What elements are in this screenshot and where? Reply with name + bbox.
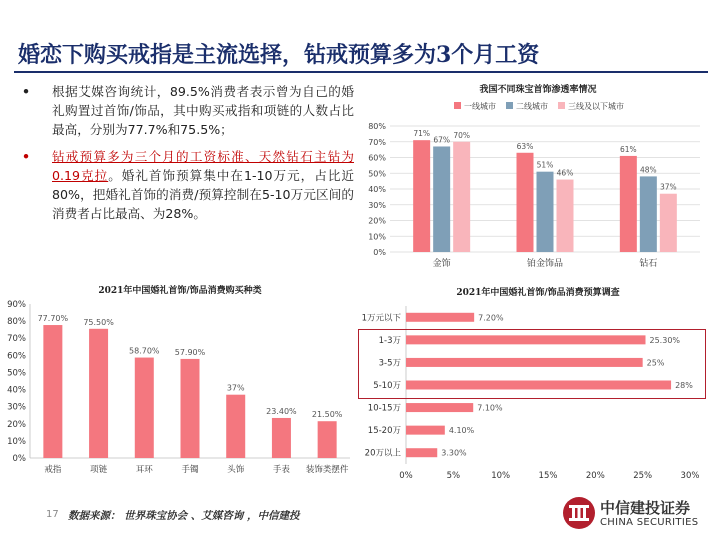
x-tick-label: 装饰类摆件 <box>305 465 349 475</box>
bullet-marker: • <box>22 84 31 99</box>
bar <box>406 313 474 322</box>
bullet-list <box>22 82 354 231</box>
bar <box>557 180 574 252</box>
data-label: 71% <box>413 129 431 139</box>
legend-label: 一线城市 <box>464 102 496 111</box>
data-label: 7.20% <box>478 313 504 323</box>
bar <box>433 146 450 252</box>
data-label: 21.50% <box>311 410 343 420</box>
data-label: 37% <box>226 383 245 393</box>
data-label: 57.90% <box>174 347 206 357</box>
data-label: 23.40% <box>266 406 297 416</box>
data-label: 7.10% <box>477 403 503 413</box>
x-tick-label: 手表 <box>272 465 290 475</box>
y-tick-label: 10% <box>368 232 386 242</box>
bar <box>406 448 437 457</box>
bar <box>453 142 470 252</box>
x-tick-label: 5% <box>446 471 461 481</box>
x-tick-label: 戒指 <box>44 465 62 475</box>
logo-text-en: CHINA SECURITIES <box>600 517 699 528</box>
bullet-highlight: 钻戒预算多为三个月的工资标准、天然钻石主钻为0.19克拉 <box>52 149 354 183</box>
y-tick-label: 70% <box>368 137 386 147</box>
y-tick-label: 80% <box>368 122 386 131</box>
data-label: 77.70% <box>37 314 69 324</box>
bullet-text: 。婚礼首饰预算集中在1-10万元，占比近80%，把婚礼首饰的消费/预算控制在5-10万元区间的消费者占比最高、为28%。 <box>52 168 354 221</box>
y-tick-label: 40% <box>7 385 26 396</box>
x-tick-label: 手镯 <box>181 465 199 475</box>
bullet-marker: • <box>22 149 31 164</box>
data-label: 58.70% <box>129 346 160 356</box>
y-tick-label: 15-20万 <box>367 426 401 437</box>
legend-label: 二线城市 <box>516 102 548 111</box>
chart1-title: 我国不同珠宝首饰渗透率情况 <box>479 85 597 95</box>
source-note: 数据来源： 世界珠宝协会 、艾媒咨询 ，中信建投 <box>68 510 300 522</box>
bar <box>660 194 677 252</box>
penetration-chart <box>354 96 714 276</box>
data-label: 4.10% <box>448 426 475 436</box>
bar <box>226 395 245 458</box>
legend-label: 三线及以下城市 <box>568 102 624 111</box>
y-tick-label: 0% <box>12 454 26 464</box>
y-tick-label: 0% <box>373 248 386 257</box>
y-tick-label: 80% <box>7 317 26 328</box>
bar <box>537 172 554 252</box>
data-label: 28% <box>675 381 693 390</box>
x-tick-label: 头饰 <box>227 465 245 475</box>
bar <box>318 421 337 458</box>
data-label: 25% <box>646 358 665 368</box>
bar <box>135 358 154 458</box>
company-logo <box>560 493 710 533</box>
china-securities-logo-icon <box>562 496 596 530</box>
bar <box>272 418 291 458</box>
y-tick-label: 1-3万 <box>378 335 401 346</box>
logo-text-cn: 中信建投证券 <box>600 499 691 517</box>
page-title: 婚恋下购买戒指是主流选择，钻戒预算多为3个月工资 <box>18 42 540 68</box>
x-tick-label: 钻石 <box>639 259 658 269</box>
y-tick-label: 10-15万 <box>367 403 401 414</box>
x-tick-label: 20% <box>585 471 605 481</box>
data-label: 25.30% <box>649 335 681 345</box>
bullet-item-1 <box>22 82 354 139</box>
y-tick-label: 50% <box>7 368 26 379</box>
bar <box>406 403 473 412</box>
bar <box>89 329 108 458</box>
x-tick-label: 耳环 <box>135 465 153 475</box>
data-label: 61% <box>619 144 637 154</box>
y-tick-label: 90% <box>7 300 26 310</box>
y-tick-label: 60% <box>368 153 386 163</box>
data-label: 46% <box>556 168 574 178</box>
y-tick-label: 1万元以下 <box>361 313 401 324</box>
y-tick-label: 30% <box>7 402 26 413</box>
data-label: 67% <box>433 135 451 145</box>
data-label: 70% <box>453 130 471 140</box>
title-divider <box>14 71 708 73</box>
y-tick-label: 30% <box>368 200 386 210</box>
bar <box>640 176 657 252</box>
bullet-item-2 <box>22 147 354 223</box>
data-label: 75.50% <box>83 317 114 327</box>
chart3-title: 2021年中国婚礼首饰/饰品消费预算调查 <box>456 288 620 298</box>
data-label: 51% <box>536 160 554 170</box>
bar <box>43 325 62 458</box>
x-tick-label: 30% <box>680 471 700 481</box>
y-tick-label: 5-10万 <box>373 381 401 391</box>
y-tick-label: 50% <box>368 169 386 179</box>
chart2-title: 2021年中国婚礼首饰/饰品消费购买种类 <box>98 286 262 296</box>
legend-swatch <box>558 102 565 109</box>
legend-swatch <box>506 102 513 109</box>
y-tick-label: 20万以上 <box>364 448 401 459</box>
highlight-box <box>358 329 706 399</box>
x-tick-label: 10% <box>491 471 511 481</box>
bar <box>620 156 637 252</box>
purchase-type-chart <box>0 296 360 496</box>
data-label: 48% <box>639 165 657 175</box>
x-tick-label: 15% <box>538 471 558 481</box>
y-tick-label: 70% <box>7 334 26 345</box>
y-tick-label: 60% <box>7 351 26 362</box>
y-tick-label: 20% <box>368 216 386 226</box>
x-tick-label: 25% <box>633 471 653 481</box>
bar <box>517 153 534 252</box>
x-tick-label: 0% <box>399 471 413 481</box>
y-tick-label: 3-5万 <box>378 358 401 369</box>
y-tick-label: 20% <box>7 419 26 430</box>
bullet-text: 根据艾媒咨询统计，89.5%消费者表示曾为自己的婚礼购置过首饰/饰品，其中购买戒指和项链的人数占比最高，分别为77.7%和75.5%； <box>52 84 354 137</box>
x-tick-label: 项链 <box>90 465 108 475</box>
bar <box>406 426 445 435</box>
data-label: 63% <box>516 141 534 151</box>
x-tick-label: 金饰 <box>432 259 451 269</box>
data-label: 37% <box>659 182 677 192</box>
y-tick-label: 10% <box>7 436 26 447</box>
legend-swatch <box>454 102 461 109</box>
page-number: 17 <box>46 509 59 520</box>
y-tick-label: 40% <box>368 185 386 194</box>
x-tick-label: 铂金饰品 <box>526 259 564 269</box>
data-label: 3.30% <box>441 448 467 458</box>
bar <box>181 359 200 458</box>
bar <box>413 140 430 252</box>
